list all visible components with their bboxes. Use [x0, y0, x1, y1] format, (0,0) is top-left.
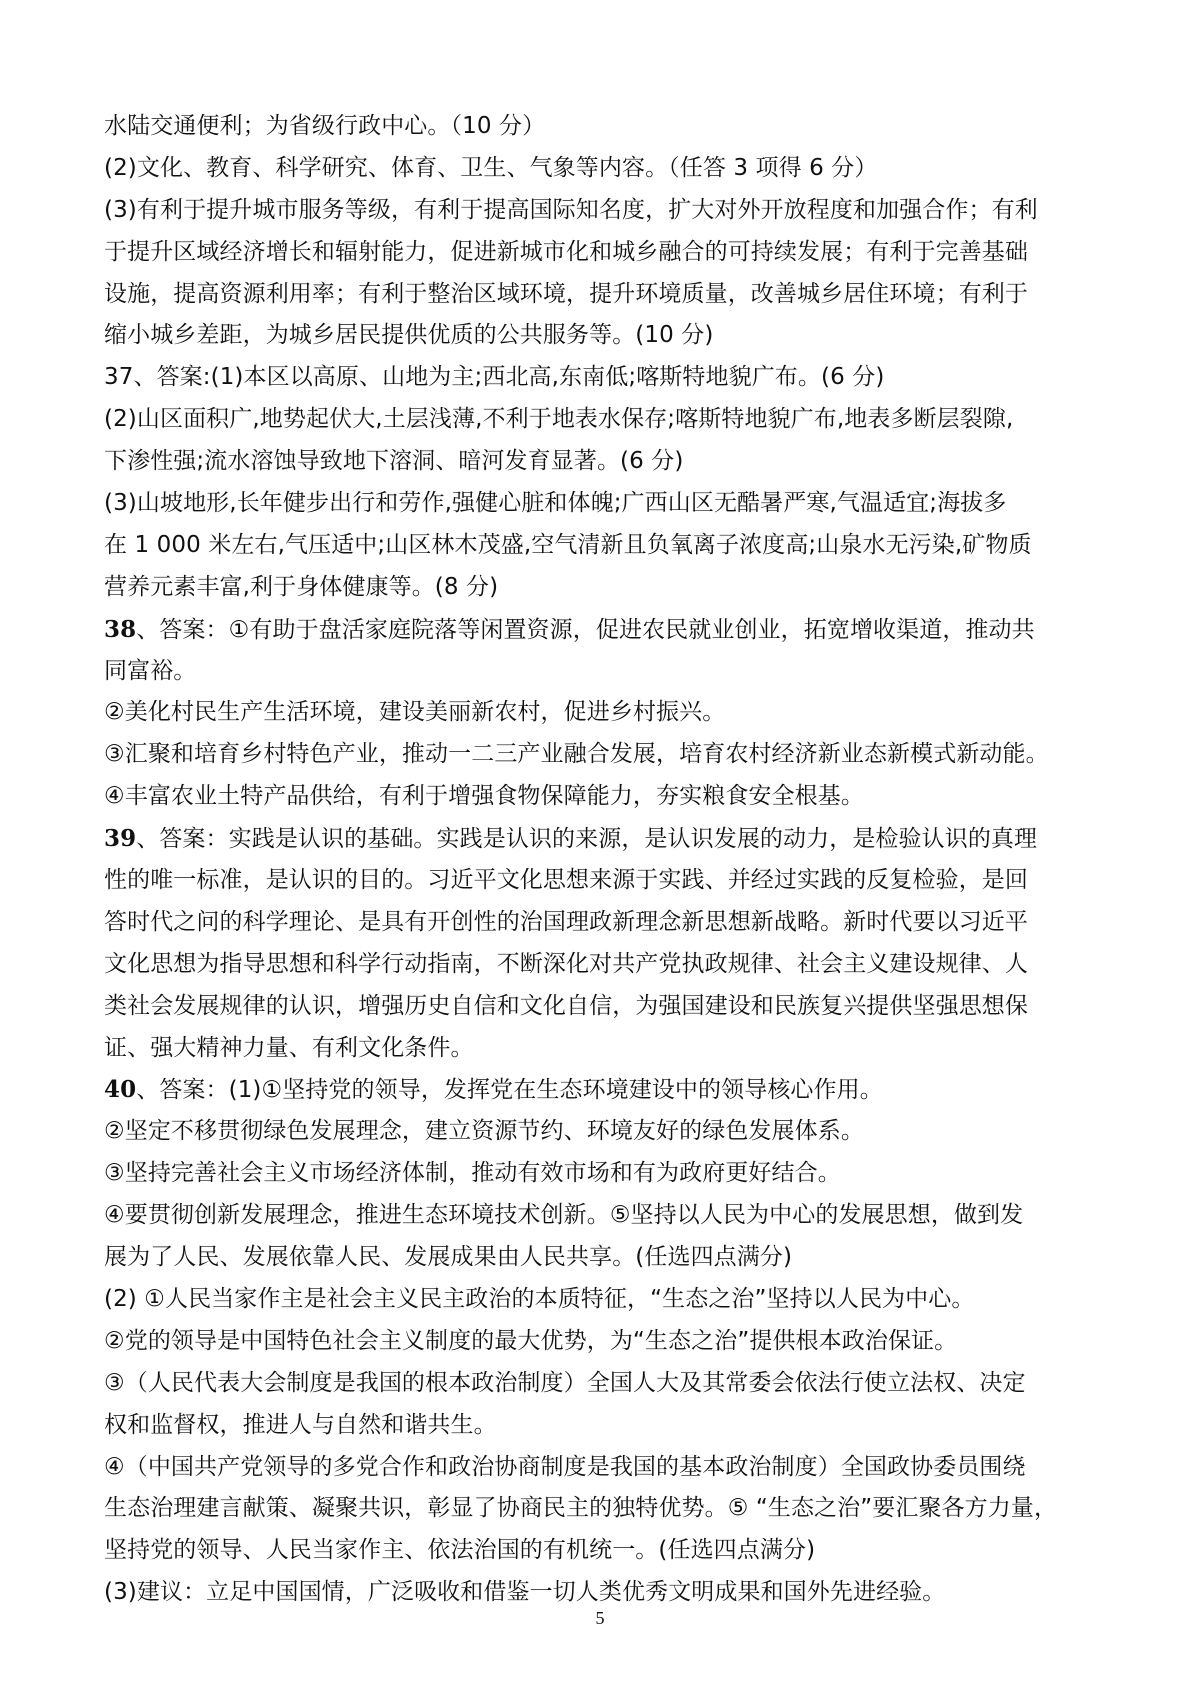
line-text: 于提升区域经济增长和辐射能力，促进新城市化和城乡融合的可持续发展；有利于完善基础: [104, 238, 1028, 265]
line-text: 、答案：实践是认识的基础。实践是认识的来源，是认识发展的动力，是检验认识的真理: [136, 826, 1038, 853]
question-number: 38: [104, 615, 137, 643]
text-line: [104, 148, 1104, 190]
line-text: (3)有利于提升城市服务等级，有利于提高国际知名度，扩大对外开放程度和加强合作；有利: [104, 196, 1038, 223]
text-line: [104, 1530, 1104, 1572]
text-line: [104, 232, 1104, 274]
line-text: ④丰富农业土特产品供给，有利于增强食物保障能力，夯实粮食安全根基。: [104, 783, 864, 810]
text-line: [104, 190, 1104, 232]
text-line: [104, 651, 1104, 693]
answer-text-body: [104, 106, 1104, 1614]
line-text: ②党的领导是中国特色社会主义制度的最大优势，为“生态之治”提供根本政治保证。: [104, 1327, 958, 1354]
line-text: ④（中国共产党领导的多党合作和政治协商制度是我国的基本政治制度）全国政协委员围绕: [104, 1453, 1026, 1480]
text-line: [104, 1321, 1104, 1363]
line-text: ②坚定不移贯彻绿色发展理念，建立资源节约、环境友好的绿色发展体系。: [104, 1118, 864, 1145]
text-line: [104, 1237, 1104, 1279]
text-line: [104, 818, 1104, 860]
text-line: [104, 692, 1104, 734]
line-text: ③坚持完善社会主义市场经济体制，推动有效市场和有为政府更好结合。: [104, 1160, 841, 1187]
line-text: 下渗性强;流水溶蚀导致地下溶洞、暗河发育显著。(6 分): [104, 448, 684, 475]
text-line: [104, 1488, 1104, 1530]
line-text: 生态治理建言献策、凝聚共识，彰显了协商民主的独特优势。⑤ “生态之治”要汇聚各方力量，: [104, 1495, 1058, 1522]
text-line: [104, 1111, 1104, 1153]
text-line: [104, 1405, 1104, 1447]
line-text: 类社会发展规律的认识，增强历史自信和文化自信，为强国建设和民族复兴提供坚强思想保: [104, 992, 1028, 1019]
line-text: (2)文化、教育、科学研究、体育、卫生、气象等内容。（任答 3 项得 6 分）: [104, 154, 878, 181]
line-text: (2)山区面积广,地势起伏大,土层浅薄,不利于地表水保存;喀斯特地貌广布,地表多断层裂隙,: [104, 406, 1014, 433]
question-number: 40: [104, 1076, 137, 1104]
line-text: 坚持党的领导、人民当家作主、依法治国的有机统一。(任选四点满分): [104, 1537, 816, 1564]
text-line: [104, 357, 1104, 399]
line-text: 性的唯一标准，是认识的目的。习近平文化思想来源于实践、并经过实践的反复检验，是回: [104, 867, 1028, 894]
line-text: (2) ①人民当家作主是社会主义民主政治的本质特征，“生态之治”坚持以人民为中心。: [104, 1285, 975, 1312]
text-line: [104, 483, 1104, 525]
question-number: 39: [104, 825, 137, 853]
line-text: 设施，提高资源利用率；有利于整治区域环境，提升环境质量，改善城乡居住环境；有利于: [104, 280, 1028, 307]
line-text: 权和监督权，推进人与自然和谐共生。: [104, 1411, 497, 1438]
text-line: [104, 441, 1104, 483]
text-line: [104, 567, 1104, 609]
line-text: 37、答案:(1)本区以高原、山地为主;西北高,东南低;喀斯特地貌广布。(6 分): [104, 364, 885, 391]
line-text: 营养元素丰富,利于身体健康等。(8 分): [104, 573, 499, 600]
line-text: ③（人民代表大会制度是我国的根本政治制度）全国人大及其常委会依法行使立法权、决定: [104, 1369, 1026, 1396]
line-text: (3)建议：立足中国国情，广泛吸收和借鉴一切人类优秀文明成果和国外先进经验。: [104, 1579, 946, 1606]
line-text: 展为了人民、发展依靠人民、发展成果由人民共享。(任选四点满分): [104, 1244, 793, 1271]
text-line: [104, 1195, 1104, 1237]
text-line: [104, 734, 1104, 776]
line-text: 文化思想为指导思想和科学行动指南，不断深化对共产党执政规律、社会主义建设规律、人: [104, 950, 1028, 977]
line-text: 缩小城乡差距，为城乡居民提供优质的公共服务等。(10 分): [104, 322, 714, 349]
text-line: [104, 902, 1104, 944]
line-text: (3)山坡地形,长年健步出行和劳作,强健心脏和体魄;广西山区无酷暑严寒,气温适宜;海拔多: [104, 490, 1007, 517]
text-line: [104, 1447, 1104, 1489]
text-line: [104, 399, 1104, 441]
line-text: 证、强大精神力量、有利文化条件。: [104, 1034, 474, 1061]
text-line: [104, 1363, 1104, 1405]
line-text: 答时代之问的科学理论、是具有开创性的治国理政新理念新思想新战略。新时代要以习近平: [104, 908, 1028, 935]
line-text: ④要贯彻创新发展理念，推进生态环境技术创新。⑤坚持以人民为中心的发展思想，做到发: [104, 1202, 1024, 1229]
text-line: [104, 525, 1104, 567]
line-text: 、答案：(1)①坚持党的领导，发挥党在生态环境建设中的领导核心作用。: [136, 1077, 883, 1104]
line-text: 在 1 000 米左右,气压适中;山区林木茂盛,空气清新且负氧离子浓度高;山泉水无污染,矿物质: [104, 531, 1032, 558]
text-line: [104, 1279, 1104, 1321]
line-text: 水陆交通便利；为省级行政中心。（10 分）: [104, 113, 546, 139]
text-line: [104, 315, 1104, 357]
line-text: 同富裕。: [104, 657, 197, 684]
text-line: [104, 776, 1104, 818]
text-line: [104, 106, 1104, 148]
text-line: [104, 1028, 1104, 1070]
page-number: 5: [595, 1608, 605, 1628]
line-text: ②美化村民生产生活环境，建设美丽新农村，促进乡村振兴。: [104, 699, 726, 726]
text-line: [104, 986, 1104, 1028]
text-line: [104, 1069, 1104, 1111]
text-line: [104, 1153, 1104, 1195]
text-line: [104, 944, 1104, 986]
text-line: [104, 609, 1104, 651]
text-line: [104, 860, 1104, 902]
text-line: [104, 274, 1104, 316]
line-text: ③汇聚和培育乡村特色产业，推动一二三产业融合发展，培育农村经济新业态新模式新动能。: [104, 741, 1049, 768]
line-text: 、答案：①有助于盘活家庭院落等闲置资源，促进农民就业创业，拓宽增收渠道，推动共: [136, 616, 1035, 643]
